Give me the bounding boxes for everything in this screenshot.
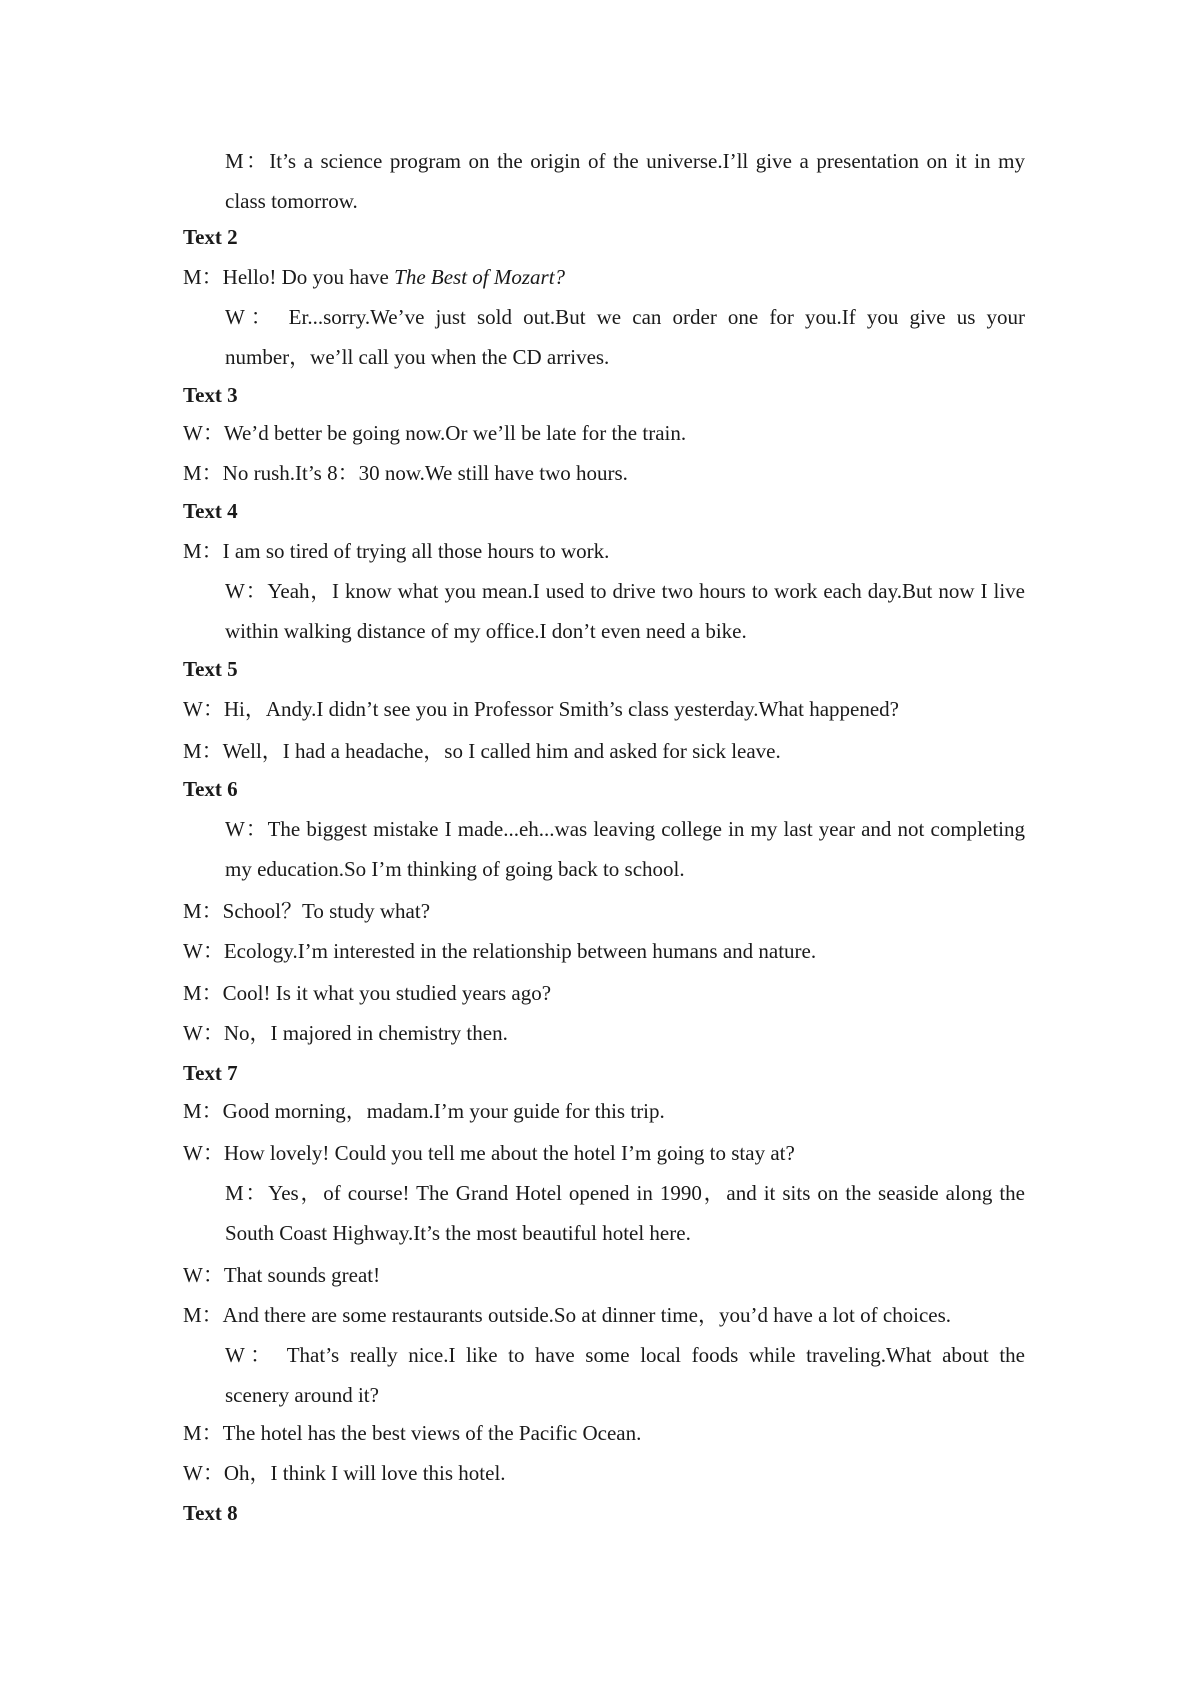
dialogue-text: M：Hello! Do you have [183,265,395,289]
dialogue-line: W：Oh，I think I will love this hotel. [183,1461,506,1485]
section-heading: Text 4 [183,499,238,523]
dialogue-line: class tomorrow. [225,189,358,213]
section-heading: Text 7 [183,1061,238,1085]
dialogue-line: W：The biggest mistake I made...eh...was leaving college in my last year and not completing [225,817,1025,841]
dialogue-line: scenery around it? [225,1383,379,1407]
section-heading: Text 2 [183,225,238,249]
section-heading: Text 8 [183,1501,238,1525]
dialogue-line: M：And there are some restaurants outside.So at dinner time，you’d have a lot of choices. [183,1303,952,1327]
dialogue-line: M：Good morning，madam.I’m your guide for this trip. [183,1099,665,1123]
dialogue-line: my education.So I’m thinking of going back to school. [225,857,685,881]
dialogue-line: W：Ecology.I’m interested in the relationship between humans and nature. [183,939,817,963]
dialogue-line: M：It’s a science program on the origin of the universe.I’ll give a presentation on it in my [225,149,1025,173]
dialogue-line: W： Er...sorry.We’ve just sold out.But we can order one for you.If you give us your [225,305,1025,329]
dialogue-line: W：That sounds great! [183,1263,381,1287]
dialogue-line [183,262,565,292]
dialogue-line: M：No rush.It’s 8：30 now.We still have two hours. [183,461,628,485]
dialogue-line: W：We’d better be going now.Or we’ll be late for the train. [183,421,687,445]
dialogue-line: W：No，I majored in chemistry then. [183,1021,508,1045]
dialogue-line: M：Well，I had a headache，so I called him and asked for sick leave. [183,739,781,763]
dialogue-line: within walking distance of my office.I don’t even need a bike. [225,619,747,643]
dialogue-line: W：Yeah，I know what you mean.I used to drive two hours to work each day.But now I live [225,579,1025,603]
dialogue-line: M：School？To study what? [183,899,431,923]
dialogue-line: M：I am so tired of trying all those hours to work. [183,539,610,563]
section-heading: Text 3 [183,383,238,407]
dialogue-line: W：How lovely! Could you tell me about the hotel I’m going to stay at? [183,1141,795,1165]
dialogue-line: W：Hi，Andy.I didn’t see you in Professor Smith’s class yesterday.What happened? [183,697,899,721]
section-heading: Text 6 [183,777,238,801]
dialogue-line: M：Cool! Is it what you studied years ago? [183,981,552,1005]
dialogue-line: number，we’ll call you when the CD arrives. [225,345,610,369]
dialogue-line: M：Yes，of course! The Grand Hotel opened in 1990，and it sits on the seaside along the [225,1181,1025,1205]
section-heading: Text 5 [183,657,238,681]
cd-title: The Best of Mozart? [394,265,566,289]
dialogue-line: M：The hotel has the best views of the Pacific Ocean. [183,1421,642,1445]
dialogue-line: W： That’s really nice.I like to have some local foods while traveling.What about the [225,1343,1025,1367]
dialogue-line: South Coast Highway.It’s the most beautiful hotel here. [225,1221,691,1245]
